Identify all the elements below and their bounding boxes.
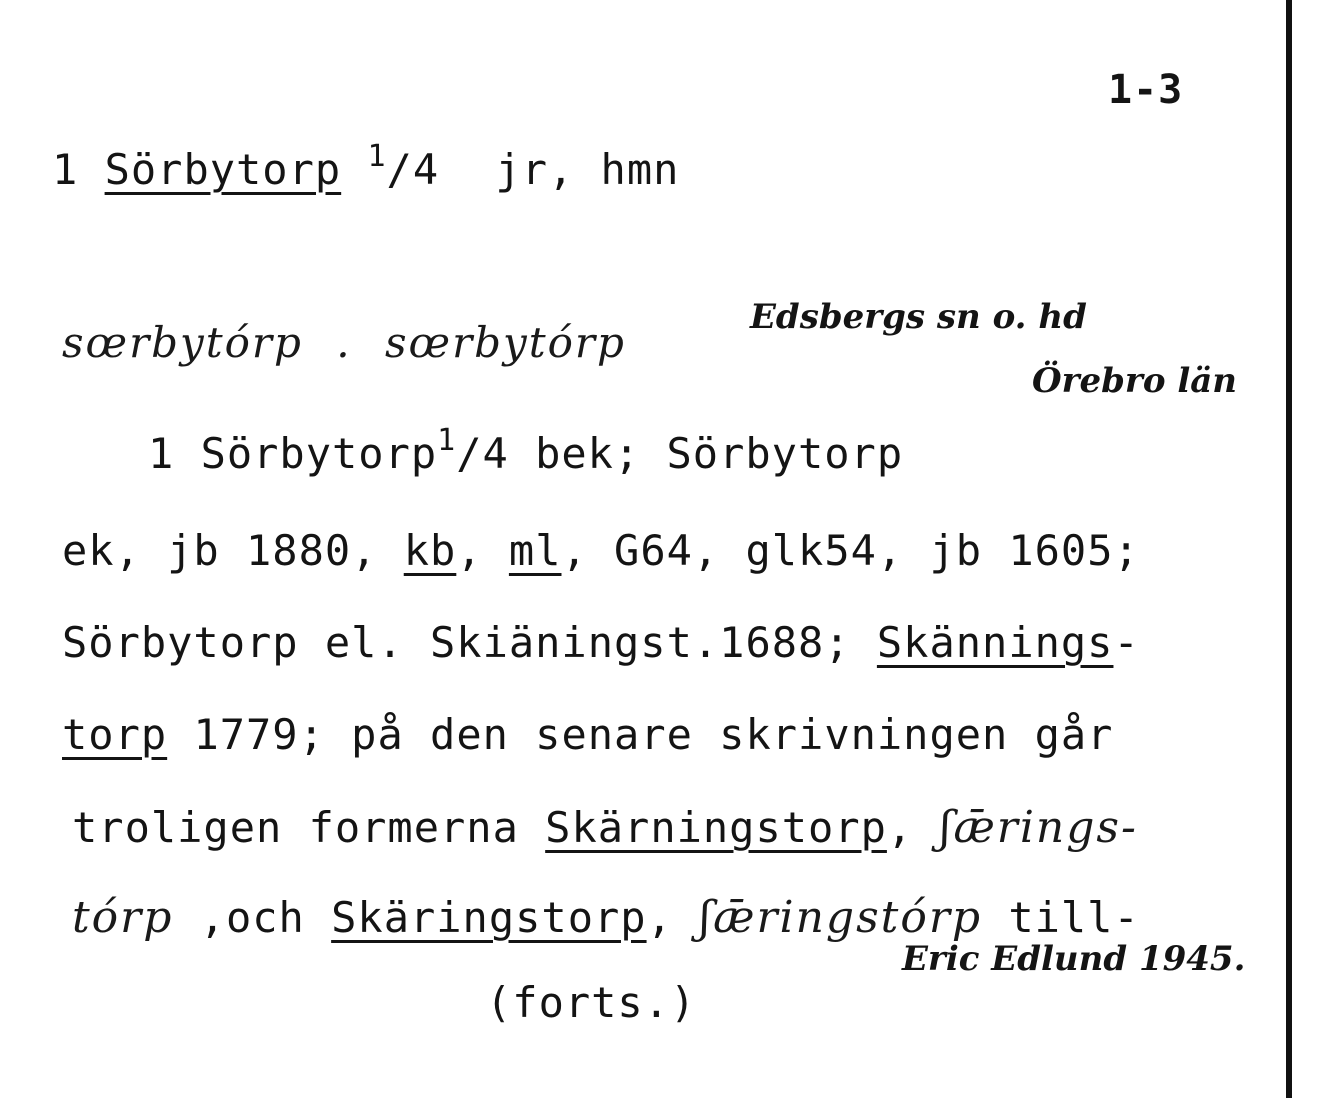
pronunciation-line — [62, 318, 626, 367]
card-number-text: 1-3 — [1108, 67, 1184, 113]
body-line-4: torp 1779; på den senare skrivningen går — [62, 710, 1114, 759]
heading-number: 1 — [52, 145, 79, 194]
heading-line — [52, 139, 680, 194]
pronunciation-form-1: sœrbytórp — [62, 318, 303, 367]
body-line-6: tórp ,och Skäringstorp, ʃǣringstórp till- — [72, 892, 1140, 943]
signature: Eric Edlund 1945. — [902, 939, 1246, 979]
pronunciation-separator: . — [336, 318, 352, 367]
parish-label: Edsbergs sn o. hd — [750, 297, 1087, 337]
body-line-5: troligen formerna Skärningstorp, ʃǣrings- — [72, 802, 1138, 853]
heading-name: Sörbytorp — [104, 145, 342, 194]
body-line-3: Sörbytorp el. Skiäningst.1688; Skännings- — [62, 618, 1140, 667]
heading-fraction: $^1$/4 — [367, 139, 440, 194]
continued-note: (forts.) — [486, 978, 697, 1027]
body-line-1: 1 Sörbytorp$^1$/4 bek; Sörbytorp — [148, 423, 904, 478]
county-label: Örebro län — [1032, 361, 1238, 401]
card-right-edge — [1286, 0, 1292, 1098]
body-line-2: ek, jb 1880, kb, ml, G64, glk54, jb 1605; — [62, 526, 1140, 575]
heading-rest: jr, hmn — [495, 145, 680, 194]
pronunciation-form-2: sœrbytórp — [384, 318, 626, 367]
